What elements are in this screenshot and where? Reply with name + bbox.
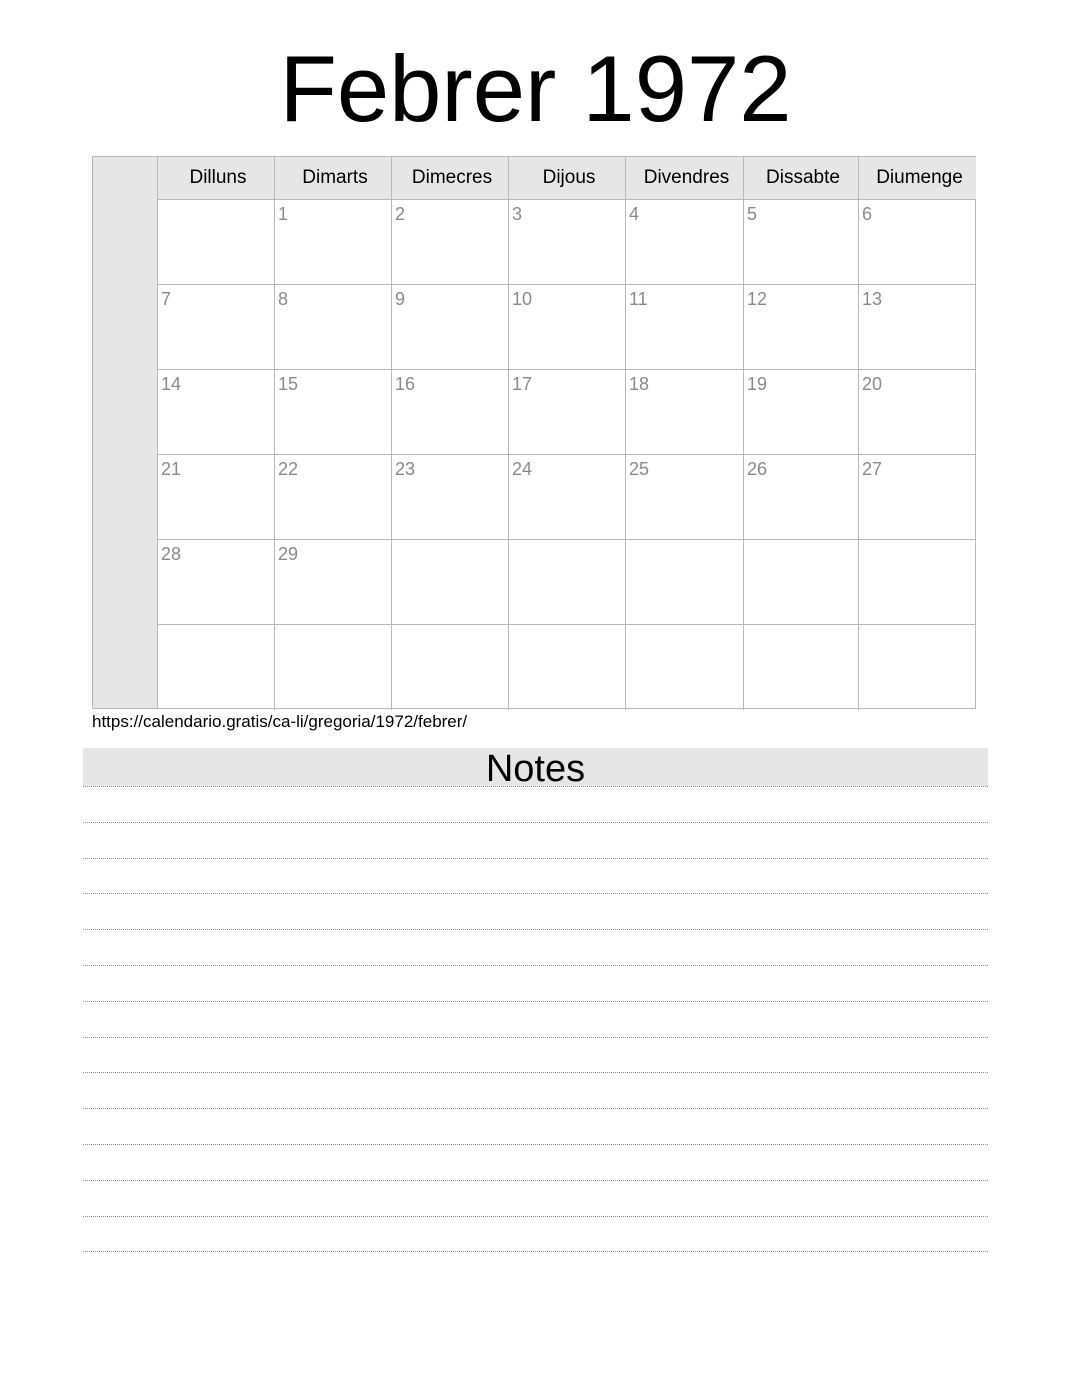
day-cell <box>158 540 275 625</box>
day-cell <box>392 200 509 285</box>
notes-lines <box>83 786 988 1252</box>
day-number: 22 <box>278 459 299 479</box>
notes-title: Notes <box>83 748 988 786</box>
day-cell <box>744 625 859 710</box>
note-line[interactable] <box>83 1073 988 1109</box>
day-cell <box>859 285 976 370</box>
note-line[interactable] <box>83 859 988 895</box>
day-cell <box>744 285 859 370</box>
source-url: https://calendario.gratis/ca-li/gregoria/1972/febrer/ <box>92 712 468 731</box>
weekday-header-wednesday: Dimecres <box>392 157 509 200</box>
day-cell <box>392 540 509 625</box>
day-cell <box>744 455 859 540</box>
day-cell <box>744 200 859 285</box>
note-line[interactable] <box>83 787 988 823</box>
day-number: 23 <box>395 459 416 479</box>
day-cell <box>859 370 976 455</box>
weekday-header-sunday: Diumenge <box>859 157 976 200</box>
day-number: 7 <box>161 289 172 309</box>
day-number: 12 <box>747 289 768 309</box>
day-cell <box>744 370 859 455</box>
day-cell <box>626 370 744 455</box>
day-cell <box>275 625 392 710</box>
day-number: 14 <box>161 374 182 394</box>
note-line[interactable] <box>83 966 988 1002</box>
note-line[interactable] <box>83 823 988 859</box>
note-line[interactable] <box>83 1145 988 1181</box>
page-title: Febrer 1972 <box>279 36 792 141</box>
day-number: 28 <box>161 544 182 564</box>
calendar-table <box>158 157 975 708</box>
day-number: 8 <box>278 289 289 309</box>
weekday-header-thursday: Dijous <box>509 157 626 200</box>
day-cell <box>509 540 626 625</box>
day-cell <box>509 370 626 455</box>
day-number: 27 <box>862 459 883 479</box>
day-cell <box>392 625 509 710</box>
day-cell <box>859 455 976 540</box>
day-cell <box>275 370 392 455</box>
day-cell <box>509 285 626 370</box>
day-number: 3 <box>512 204 523 224</box>
day-cell <box>859 625 976 710</box>
note-line[interactable] <box>83 1002 988 1038</box>
day-cell <box>626 540 744 625</box>
day-cell <box>275 455 392 540</box>
note-line[interactable] <box>83 894 988 930</box>
day-number: 13 <box>862 289 883 309</box>
day-cell <box>509 200 626 285</box>
note-line[interactable] <box>83 1038 988 1074</box>
day-number: 17 <box>512 374 533 394</box>
calendar-grid <box>92 156 976 709</box>
day-number: 15 <box>278 374 299 394</box>
day-number: 4 <box>629 204 640 224</box>
day-number: 5 <box>747 204 758 224</box>
day-cell <box>626 625 744 710</box>
day-cell <box>744 540 859 625</box>
day-number: 6 <box>862 204 873 224</box>
weekday-header-monday: Dilluns <box>158 157 275 200</box>
day-cell <box>158 200 275 285</box>
note-line[interactable] <box>83 930 988 966</box>
day-number: 24 <box>512 459 533 479</box>
week-number-column <box>93 157 158 708</box>
note-line[interactable] <box>83 1217 988 1253</box>
day-number: 11 <box>629 289 648 309</box>
day-number: 10 <box>512 289 533 309</box>
day-cell <box>392 285 509 370</box>
day-number: 29 <box>278 544 299 564</box>
day-cell <box>626 455 744 540</box>
day-cell <box>859 540 976 625</box>
day-number: 2 <box>395 204 406 224</box>
day-cell <box>158 455 275 540</box>
day-number: 20 <box>862 374 883 394</box>
day-number: 25 <box>629 459 650 479</box>
day-cell <box>275 540 392 625</box>
day-cell <box>626 200 744 285</box>
day-number: 16 <box>395 374 416 394</box>
day-cell <box>392 370 509 455</box>
day-cell <box>509 625 626 710</box>
day-cell <box>158 370 275 455</box>
day-cell <box>859 200 976 285</box>
day-cell <box>275 200 392 285</box>
day-cell <box>392 455 509 540</box>
day-number: 9 <box>395 289 406 309</box>
day-cell <box>275 285 392 370</box>
day-number: 18 <box>629 374 650 394</box>
note-line[interactable] <box>83 1181 988 1217</box>
note-line[interactable] <box>83 1109 988 1145</box>
day-number: 21 <box>161 459 182 479</box>
weekday-header-friday: Divendres <box>626 157 744 200</box>
weekday-header-tuesday: Dimarts <box>275 157 392 200</box>
day-cell <box>626 285 744 370</box>
day-cell <box>509 455 626 540</box>
day-cell <box>158 285 275 370</box>
day-number: 19 <box>747 374 768 394</box>
day-number: 1 <box>278 204 289 224</box>
day-number: 26 <box>747 459 768 479</box>
day-cell <box>158 625 275 710</box>
weekday-header-saturday: Dissabte <box>744 157 859 200</box>
